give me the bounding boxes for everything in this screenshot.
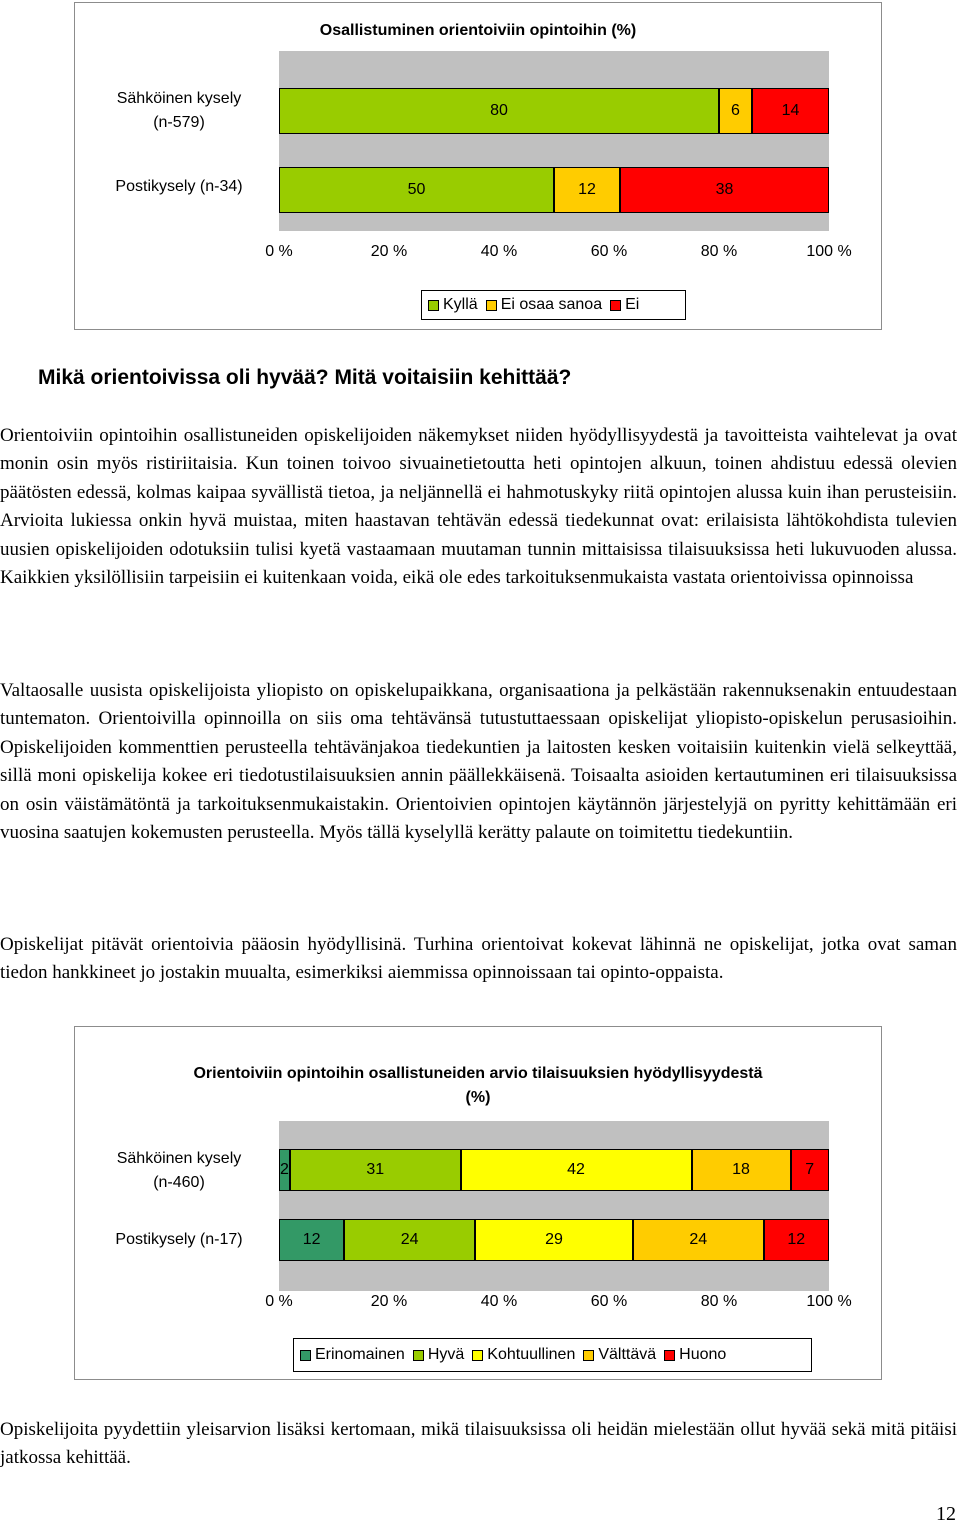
data-label: 31 bbox=[366, 1161, 385, 1178]
data-label: 29 bbox=[545, 1231, 563, 1248]
legend-label: Kohtuullinen bbox=[487, 1346, 576, 1363]
legend-entry bbox=[472, 1346, 575, 1364]
bar-segment bbox=[633, 1219, 764, 1261]
data-label: 24 bbox=[400, 1231, 419, 1248]
page-number: 12 bbox=[936, 1503, 956, 1525]
data-label: 12 bbox=[787, 1231, 806, 1248]
legend-entry bbox=[664, 1346, 726, 1364]
tick-label: 0 % bbox=[265, 243, 293, 260]
tick-label: 40 % bbox=[480, 243, 518, 260]
legend-swatch bbox=[472, 1350, 483, 1361]
category-label: Postikysely (n-34) bbox=[115, 178, 243, 195]
legend-entry bbox=[300, 1346, 405, 1364]
chart-title: Osallistuminen orientoiviin opintoihin (%) bbox=[319, 22, 637, 39]
tick-label: 0 % bbox=[265, 1293, 293, 1310]
bar-segment bbox=[719, 88, 752, 134]
bar-segment bbox=[554, 167, 620, 213]
bar-segment bbox=[764, 1219, 829, 1261]
tick-label: 20 % bbox=[370, 1293, 408, 1310]
bar-segment bbox=[692, 1149, 791, 1191]
legend-label: Erinomainen bbox=[315, 1346, 405, 1363]
data-label: 18 bbox=[732, 1161, 750, 1178]
bar-segment bbox=[279, 1219, 344, 1261]
category-label: Sähköinen kysely (n-460) bbox=[116, 1150, 242, 1191]
bar-segment bbox=[620, 167, 829, 213]
legend-label: Huono bbox=[679, 1346, 727, 1363]
paragraph: Orientoiviin opintoihin osallistuneiden opiskelijoiden näkemykset niiden hyödyllisyydestä ja tavoitteista vaihtelevat ja ovat monin osin myös ristiriitaisia. Kun toinen toivoo sivuainetietoutta heti opintojen alkuun, toinen ahdistuu edessä olevien päätösten edessä, kolmas kaipaa syvällistä tietoa, ja neljännellä ei hahmotuskyky riitä opintojen alussa kuin ihan perusteisiin. Arvioita lukiessa onkin hyvä muistaa, miten haastavan tehtävän edessä tiedekunnat ovat: erilaisista lähtökohdista tulevien uusien opiskelijoiden odotuksiin tulisi kyetä vastaamaan muutaman tunnin mittaisissa tilaisuuksissa heti lukuvuoden alussa. Kaikkien yksilöllisiin tarpeisiin ei kuitenkaan voida, eikä ole edes tarkoituksenmukaista vastata orientoivissa opinnoissa bbox=[0, 425, 957, 589]
legend bbox=[421, 290, 686, 320]
bar-segment bbox=[791, 1149, 830, 1191]
data-label: 24 bbox=[689, 1231, 708, 1248]
legend-entry bbox=[428, 296, 478, 314]
data-label: 12 bbox=[578, 181, 596, 198]
chart-participation bbox=[74, 2, 882, 330]
tick-label: 60 % bbox=[590, 1293, 628, 1310]
paragraph: Opiskelijat pitävät orientoivia pääosin hyödyllisinä. Turhina orientoivat kokevat lähinnä ne opiskelijat, jotka ovat saman tiedon hankkineet jo jostakin muualta, esimerkiksi aiemmissa opinnoissaan tai opinto-oppaista. bbox=[0, 934, 957, 984]
legend-swatch bbox=[300, 1350, 311, 1361]
legend-swatch bbox=[413, 1350, 424, 1361]
legend-entry bbox=[486, 296, 602, 314]
data-label: 12 bbox=[302, 1231, 321, 1248]
bar-segment bbox=[290, 1149, 461, 1191]
tick-label: 80 % bbox=[700, 243, 738, 260]
paragraph: Opiskelijoita pyydettiin yleisarvion lisäksi kertomaan, mikä tilaisuuksissa oli heidän mielestään ollut hyvää sekä mitä pitäisi jatkossa kehittää. bbox=[0, 1419, 957, 1469]
legend-label: Välttävä bbox=[598, 1346, 657, 1363]
legend-entry bbox=[610, 296, 639, 314]
paragraph: Valtaosalle uusista opiskelijoista yliopisto on opiskelupaikkana, organisaationa ja pelkästään rakennuksenakin entuudestaan tuntematon. Orientoivilla opinnoilla on siis oma tehtävänsä tutustuttaessaan opiskelijat yliopisto-opiskelun perusasioihin. Opiskelijoiden kommenttien perusteella tehtävänjakoa tiedekuntien ja laitosten kesken voitaisiin kuitenkin vielä selkeyttää, sillä moni opiskelija kokee eri tiedotustilaisuuksien annin päällekkäisenä. Toisaalta asioiden kertautuminen eri tilaisuuksissa on osin väistämätöntä ja tarkoituksenmukaistakin. Orientoivien opintojen käytännön järjestelyjä on pyritty kehittämään eri vuosina saatujen kokemusten perusteella. Myös tällä kyselyllä kerätty palaute on toimitettu tiedekuntiin. bbox=[0, 680, 957, 844]
section-heading: Mikä orientoivissa oli hyvää? Mitä voitaisiin kehittää? bbox=[38, 366, 572, 389]
legend-label: Ei bbox=[625, 296, 640, 313]
bar-segment bbox=[475, 1219, 633, 1261]
legend-label: Kyllä bbox=[443, 296, 478, 313]
bar-segment bbox=[279, 167, 554, 213]
data-label: 2 bbox=[280, 1161, 289, 1178]
legend-entry bbox=[583, 1346, 656, 1364]
data-label: 50 bbox=[407, 181, 426, 198]
chart-title: Orientoiviin opintoihin osallistuneiden arvio tilaisuuksien hyödyllisyydestä (%) bbox=[193, 1065, 763, 1106]
legend-label: Hyvä bbox=[427, 1346, 465, 1363]
legend-label: Ei osaa sanoa bbox=[500, 296, 603, 313]
plot-area bbox=[279, 51, 829, 231]
bar-segment bbox=[461, 1149, 692, 1191]
legend-swatch bbox=[610, 300, 621, 311]
bar-segment bbox=[344, 1219, 475, 1261]
data-label: 38 bbox=[715, 181, 734, 198]
bar-segment bbox=[279, 88, 719, 134]
tick-label: 60 % bbox=[590, 243, 628, 260]
tick-label: 100 % bbox=[806, 243, 852, 260]
data-label: 6 bbox=[731, 102, 740, 119]
legend bbox=[293, 1338, 812, 1372]
legend-swatch bbox=[664, 1350, 675, 1361]
plot-area bbox=[279, 1121, 829, 1291]
legend-swatch bbox=[486, 300, 497, 311]
bar-segment bbox=[752, 88, 829, 134]
tick-label: 100 % bbox=[806, 1293, 852, 1310]
data-label: 14 bbox=[781, 102, 800, 119]
chart-usefulness bbox=[74, 1026, 882, 1380]
tick-label: 80 % bbox=[700, 1293, 738, 1310]
category-label: Sähköinen kysely (n-579) bbox=[116, 90, 242, 131]
bar-segment bbox=[279, 1149, 290, 1191]
legend-swatch bbox=[583, 1350, 594, 1361]
legend-entry bbox=[413, 1346, 464, 1364]
data-label: 7 bbox=[805, 1161, 815, 1178]
data-label: 42 bbox=[567, 1161, 585, 1178]
tick-label: 20 % bbox=[370, 243, 408, 260]
category-label: Postikysely (n-17) bbox=[115, 1231, 243, 1248]
legend-swatch bbox=[428, 300, 439, 311]
tick-label: 40 % bbox=[480, 1293, 518, 1310]
data-label: 80 bbox=[490, 102, 508, 119]
